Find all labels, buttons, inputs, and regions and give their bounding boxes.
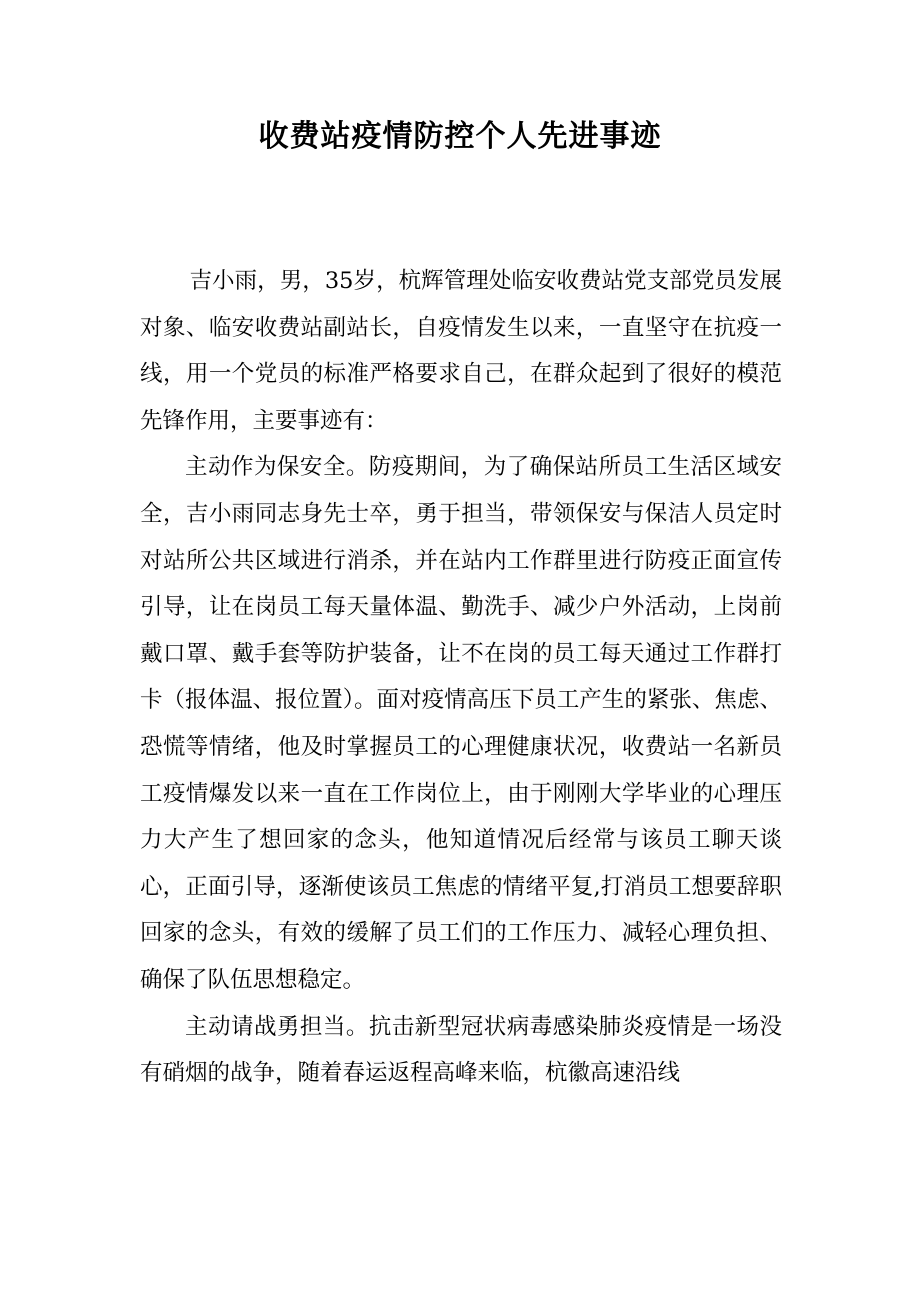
- paragraph-volunteer: 主动请战勇担当。抗击新型冠状病毒感染肺炎疫情是一场没有硝烟的战争，随着春运返程高峰来临，杭徽高速沿线: [140, 1013, 782, 1087]
- paragraph-intro: 吉小雨，男，35岁，杭辉管理处临安收费站党支部党员发展对象、临安收费站副站长，自疫情发生以来，一直坚守在抗疫一线，用一个党员的标准严格要求自己，在群众起到了很好的模范先锋作用，主要事迹有：: [140, 268, 782, 434]
- document-body: [140, 258, 782, 1097]
- paragraph-safety: 主动作为保安全。防疫期间，为了确保站所员工生活区域安全，吉小雨同志身先士卒，勇于担当，带领保安与保洁人员定时对站所公共区域进行消杀，并在站内工作群里进行防疫正面宣传引导，让在岗员工每天量体温、勤洗手、减少户外活动，上岗前戴口罩、戴手套等防护装备，让不在岗的员工每天通过工作群打卡（报体温、报位置）。面对疫情高压下员工产生的紧张、焦虑、恐慌等情绪，他及时掌握员工的心理健康状况，收费站一名新员工疫情爆发以来一直在工作岗位上，由于刚刚大学毕业的心理压力大产生了想回家的念头，他知道情况后经常与该员工聊天谈心，正面引导，逐渐使该员工焦虑的情绪平复,打消员工想要辞职回家的念头，有效的缓解了员工们的工作压力、减轻心理负担、确保了队伍思想稳定。: [140, 454, 782, 993]
- document-title: 收费站疫情防控个人先进事迹: [258, 119, 662, 154]
